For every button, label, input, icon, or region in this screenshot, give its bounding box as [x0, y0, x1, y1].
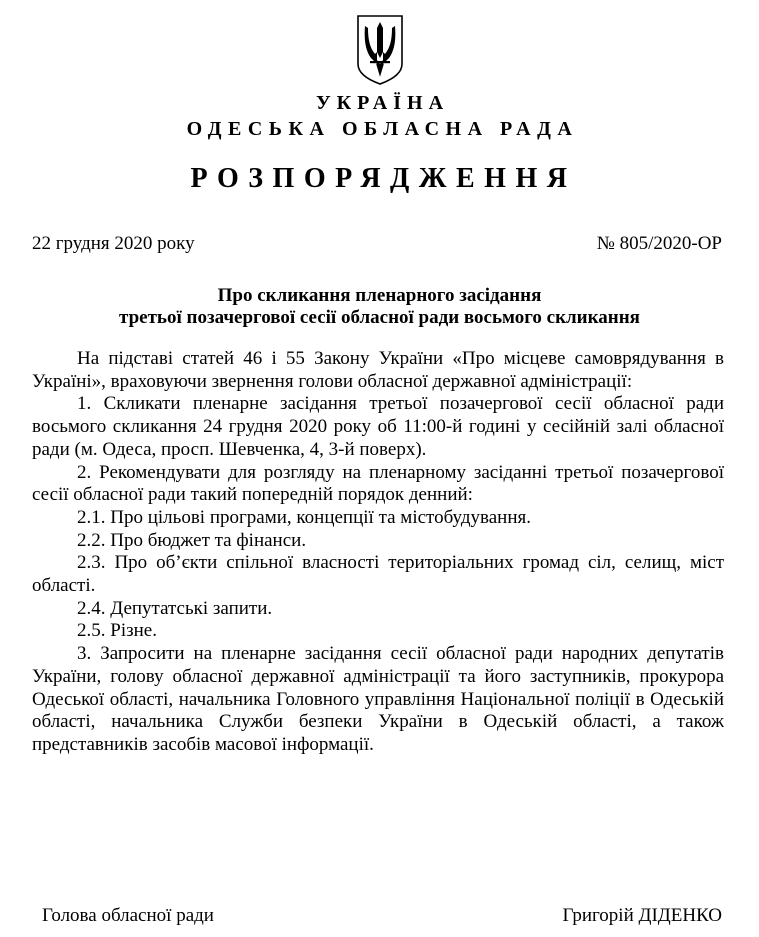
body-paragraph-item-2: 2. Рекомендувати для розгляду на пленарному засіданні третьої позачергової сесії обласної ради такий попередній порядок денний: [32, 461, 724, 506]
document-title-line-1: Про скликання пленарного засідання [217, 285, 542, 306]
body-paragraph-preamble: На підставі статей 46 і 55 Закону України «Про місцеве самоврядування в Україні», враховуючи звернення голови обласної державної адміністрації: [32, 348, 724, 392]
signatory-position: Голова обласної ради [42, 905, 214, 926]
body-paragraph-item-1: 1. Скликати пленарне засідання третьої позачергової сесії обласної ради восьмого скликання 24 грудня 2020 року об 11:00-й годині у сесійній залі обласної ради (м. Одеса, просп. Шевченка, 4, 3-й поверх). [32, 393, 724, 460]
document-date: 22 грудня 2020 року [32, 233, 195, 254]
signatory-name: Григорій ДІДЕНКО [562, 905, 722, 926]
body-paragraph-item-2-1: 2.1. Про цільові програми, концепції та містобудування. [77, 506, 531, 528]
body-paragraph-item-2-5: 2.5. Різне. [77, 620, 157, 642]
trident-coat-of-arms-icon [355, 14, 405, 86]
body-paragraph-item-3: 3. Запросити на пленарне засідання сесії обласної ради народних депутатів України, голову обласної державної адміністрації та його заступників, прокурора Одеської області, начальника Головного управління Національної поліції в Одеській області, начальника Служби безпеки України в Одеській області, а також представників засобів масової інформації. [32, 643, 724, 755]
body-paragraph-item-2-4: 2.4. Депутатські запити. [77, 597, 273, 619]
document-body [32, 348, 724, 757]
document-type-heading: РОЗПОРЯДЖЕННЯ [190, 163, 577, 194]
document-number: № 805/2020-ОР [596, 233, 722, 254]
body-paragraph-item-2-3: 2.3. Про об’єкти спільної власності територіальних громад сіл, селищ, міст області. [32, 552, 724, 597]
body-paragraph-item-2-2: 2.2. Про бюджет та фінанси. [77, 529, 307, 551]
council-heading: ОДЕСЬКА ОБЛАСНА РАДА [186, 118, 579, 140]
document-title-line-2: третьої позачергової сесії обласної ради восьмого скликання [119, 307, 640, 328]
country-heading: УКРАЇНА [315, 92, 450, 114]
